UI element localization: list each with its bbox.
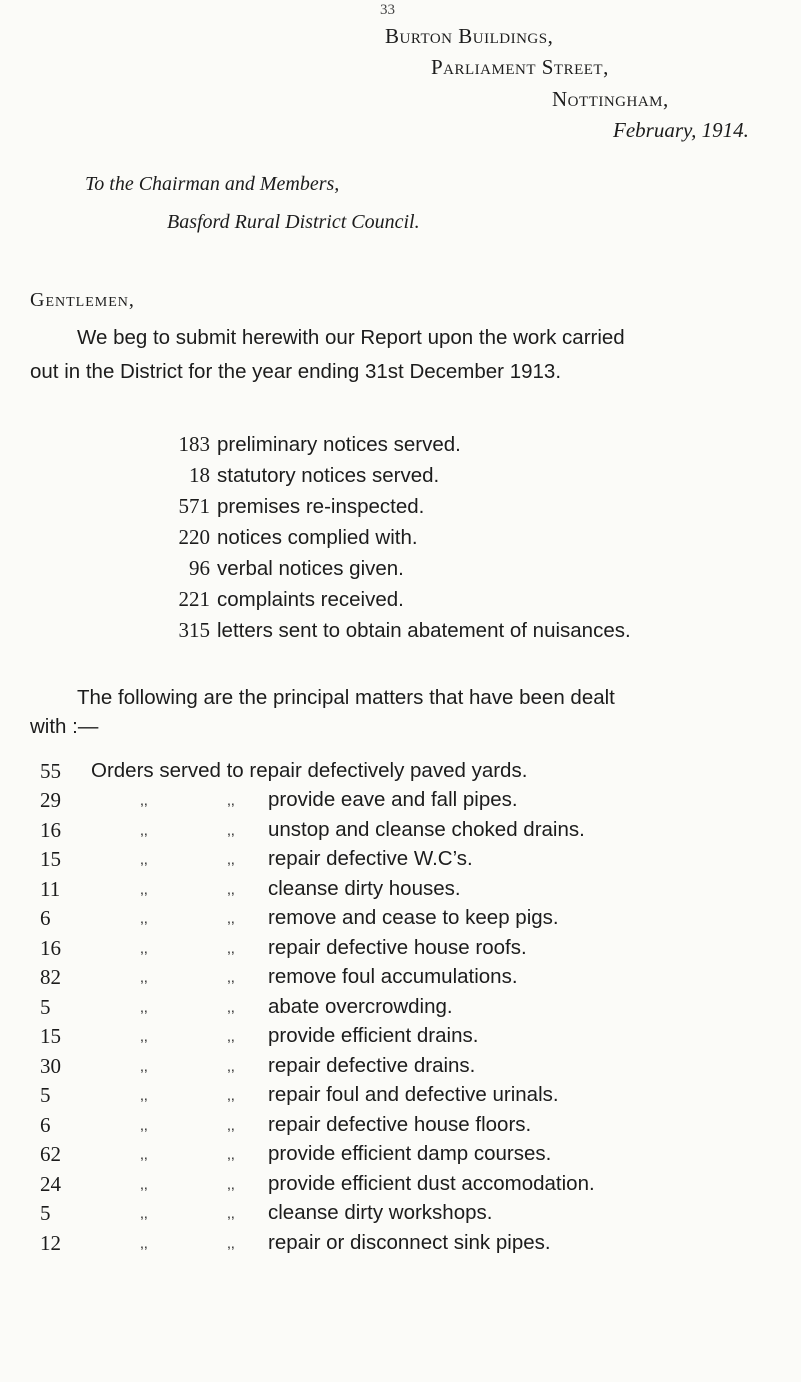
ditto-mark: ,, [140, 998, 148, 1015]
ditto-mark: ,, [140, 910, 148, 926]
stat-row [160, 556, 404, 586]
recipient-line-2: Basford Rural District Council. [167, 211, 420, 233]
order-row [0, 1083, 801, 1113]
order-row [0, 759, 801, 789]
order-text: repair foul and defective urinals. [268, 1083, 559, 1106]
ditto-mark: ,, [140, 1087, 148, 1103]
order-text: repair defective house roofs. [268, 935, 527, 959]
ditto-mark: ,, [227, 910, 235, 926]
order-row [0, 1113, 801, 1143]
salutation: Gentlemen, [30, 289, 135, 311]
stat-number: 571 [178, 494, 210, 518]
address-line-1: Burton Buildings, [385, 24, 554, 48]
address-line-3: Nottingham, [552, 87, 669, 111]
ditto-mark: ,, [140, 851, 148, 867]
ditto-mark: ,, [140, 969, 148, 985]
stat-row [160, 618, 631, 648]
order-row [0, 1201, 801, 1231]
order-text: provide efficient damp courses. [268, 1142, 552, 1165]
order-count: 30 [40, 1053, 61, 1078]
stat-number: 183 [178, 432, 210, 456]
stat-text: verbal notices given. [217, 557, 404, 580]
order-count: 55 [40, 759, 61, 783]
ditto-mark: ,, [140, 1057, 148, 1074]
stat-row [160, 463, 439, 493]
stat-text: preliminary notices served. [217, 433, 461, 456]
order-text: cleanse dirty workshops. [268, 1201, 493, 1224]
ditto-mark: ,, [227, 1087, 235, 1103]
ditto-mark: ,, [227, 880, 235, 897]
order-text: provide efficient drains. [268, 1024, 479, 1047]
order-count: 11 [40, 876, 61, 901]
intro-line-2: out in the District for the year ending 31st December 1913. [30, 360, 562, 383]
stat-row [160, 587, 404, 617]
ditto-mark: ,, [140, 1175, 148, 1192]
order-text: remove foul accumulations. [268, 965, 518, 988]
order-text: repair or disconnect sink pipes. [268, 1230, 551, 1254]
order-text: repair defective W.C’s. [268, 847, 473, 870]
stat-text: premises re-inspected. [217, 495, 425, 518]
order-row [0, 906, 801, 936]
stat-row [160, 525, 418, 555]
order-count: 16 [40, 817, 61, 842]
order-row [0, 936, 801, 966]
following-line-1: The following are the principal matters that have been dealt [77, 686, 615, 709]
order-text: provide efficient dust accomodation. [268, 1171, 595, 1195]
order-count: 15 [40, 847, 61, 871]
ditto-mark: ,, [140, 792, 148, 808]
order-row [0, 818, 801, 848]
order-row [0, 1024, 801, 1054]
ditto-mark: ,, [227, 969, 235, 985]
ditto-mark: ,, [227, 1146, 235, 1162]
ditto-mark: ,, [227, 1116, 235, 1133]
ditto-mark: ,, [140, 821, 148, 838]
stat-text: statutory notices served. [217, 464, 440, 487]
ditto-mark: ,, [227, 939, 235, 956]
ditto-mark: ,, [227, 1175, 235, 1192]
order-count: 15 [40, 1024, 61, 1048]
order-text: repair defective house floors. [268, 1112, 532, 1136]
order-row [0, 965, 801, 995]
order-row [0, 1142, 801, 1172]
order-row [0, 1054, 801, 1084]
stat-text: notices complied with. [217, 526, 418, 549]
order-row [0, 847, 801, 877]
stat-number: 96 [189, 556, 210, 580]
ditto-mark: ,, [227, 1028, 235, 1044]
order-text: remove and cease to keep pigs. [268, 906, 559, 929]
ditto-mark: ,, [227, 821, 235, 838]
stat-number: 18 [189, 463, 210, 487]
ditto-mark: ,, [227, 1205, 235, 1221]
order-text: Orders served to repair defectively paved yards. [91, 759, 528, 782]
ditto-mark: ,, [227, 851, 235, 867]
order-text: cleanse dirty houses. [268, 876, 461, 900]
address-line-2: Parliament Street, [431, 55, 609, 79]
ditto-mark: ,, [227, 1057, 235, 1074]
stat-row [160, 432, 461, 462]
ditto-mark: ,, [140, 939, 148, 956]
intro-line-1: We beg to submit herewith our Report upon the work carried [77, 326, 625, 349]
order-row [0, 1231, 801, 1261]
following-line-2: with :— [30, 715, 99, 738]
stat-row [160, 494, 424, 524]
order-count: 29 [40, 788, 61, 812]
ditto-mark: ,, [140, 1205, 148, 1221]
stat-text: complaints received. [217, 588, 404, 611]
order-count: 82 [40, 965, 61, 989]
order-count: 16 [40, 935, 61, 960]
order-text: unstop and cleanse choked drains. [268, 817, 585, 841]
ditto-mark: ,, [140, 1146, 148, 1162]
order-count: 24 [40, 1171, 61, 1196]
order-count: 6 [40, 1112, 51, 1137]
order-text: repair defective drains. [268, 1053, 476, 1077]
page-number: 33 [380, 2, 395, 18]
order-count: 6 [40, 906, 51, 930]
order-row [0, 877, 801, 907]
ditto-mark: ,, [227, 998, 235, 1015]
stat-number: 220 [178, 525, 210, 549]
order-text: provide eave and fall pipes. [268, 788, 518, 811]
order-text: abate overcrowding. [268, 994, 453, 1018]
ditto-mark: ,, [227, 1234, 235, 1251]
order-count: 62 [40, 1142, 61, 1166]
order-row [0, 995, 801, 1025]
stat-text: letters sent to obtain abatement of nuisances. [217, 619, 631, 642]
ditto-mark: ,, [140, 1116, 148, 1133]
ditto-mark: ,, [140, 880, 148, 897]
stat-number: 315 [178, 618, 210, 642]
order-row [0, 788, 801, 818]
ditto-mark: ,, [140, 1028, 148, 1044]
ditto-mark: ,, [227, 792, 235, 808]
order-row [0, 1172, 801, 1202]
ditto-mark: ,, [140, 1234, 148, 1251]
order-count: 5 [40, 994, 51, 1019]
recipient-line-1: To the Chairman and Members, [85, 173, 340, 195]
order-count: 12 [40, 1230, 61, 1255]
stat-number: 221 [178, 587, 210, 611]
order-count: 5 [40, 1201, 51, 1225]
letter-date: February, 1914. [613, 118, 749, 142]
order-count: 5 [40, 1083, 51, 1107]
